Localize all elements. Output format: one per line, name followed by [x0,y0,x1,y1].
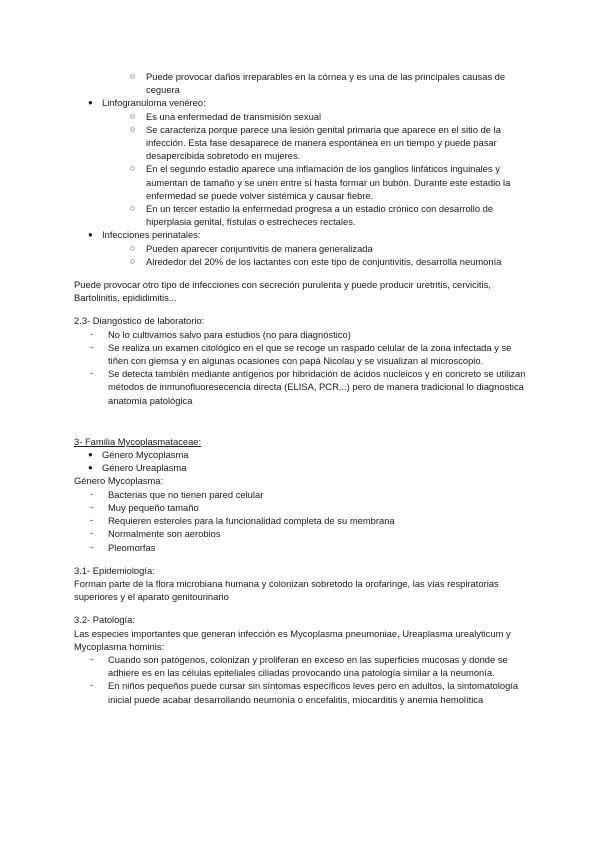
list-item-label: Infecciones perinatales: [102,229,201,241]
list-item: ○ En el segundo estadio aparece una inflamación de los ganglios linfáticos inguinales y aumentan de tamaño y se unen entre sí hasta formar un bubón. Durante este estadio la enfermedad se puede volver sistémica y causar fiebre. [130,163,511,201]
dash-bullet-icon: - [90,328,93,339]
patologia-intro: Las especies importantes que generan infección es Mycoplasma pneumoniae, Ureaplasma urealyticum y Mycoplasma hominis: [74,627,511,652]
bullet-icon: ● [88,463,93,473]
circle-bullet-icon: ○ [130,71,136,81]
list-item: ○ Pueden aparecer conjuntivitis de manera generalizada [130,242,373,254]
epidemiologia-text: Forman parte de la flora microbiana humana y colonizan sobretodo la orofaringe, las vías respiratorias superiores y el aparato genitourinario [74,577,499,603]
dash-bullet-icon: - [90,368,93,379]
list-item: - Pleomorfas [90,541,156,553]
list-item: - Requieren esteroles para la funcionalidad completa de su membrana [90,515,395,527]
circle-bullet-icon: ○ [130,203,136,214]
list-item: ● Género Mycoplasma [88,449,189,461]
genera-list [74,448,530,474]
genero-list [74,488,530,554]
list-item: - Bacterias que no tienen pared celular [90,488,264,500]
disease-list [74,228,530,241]
circle-bullet-icon: ○ [130,110,136,121]
section-heading-patologia: 3.2- Patología: [74,614,135,626]
circle-bullet-icon: ○ [130,163,136,174]
circle-bullet-icon: ○ [130,242,136,253]
dash-bullet-icon: - [90,488,93,499]
list-item: - Cuando son patógenos, colonizan y proliferan en exceso en las superficies mucosas y donde se adhiere es en las células epiteliales ciliadas provocando una patología similar a la neumonía. [90,653,508,679]
list-item-perinatales [74,228,530,241]
circle-bullet-icon: ○ [130,123,136,134]
bullet-icon: ● [88,98,93,108]
linfogranuloma-sublist [74,110,530,229]
list-item: - Se realiza un examen citológico en el que se recoge un raspado celular de la zona infectada y se tiñen con giemsa y en algunas ocasiones con papá Nicolau y se visualizan al microscopio. [90,341,512,367]
list-item: ○ Es una enfermedad de transmisión sexual [130,110,322,122]
bullet-icon: ● [88,450,93,460]
disease-list [74,96,530,109]
list-item: ○ Alrededor del 20% de los lactantes con este tipo de conjuntivitis, desarrolla neumonía [130,255,502,267]
dash-bullet-icon: - [90,653,93,664]
section-heading-familia: 3- Familia Mycoplasmataceae: [74,435,202,447]
list-item: - En niños pequeños puede cursar sin síntomas específicos leves pero en adultos, la sintomatología inicial puede acabar desarrollando neumonía o encefalitis, miocarditis y anemia hemolítica [90,680,519,705]
section-heading-diagnostico: 2.3- Diangóstico de laboratorio: [74,315,205,327]
bullet-icon: ● [88,230,93,240]
list-item-label: Linfogranuloma venéreo: [102,97,206,109]
dash-bullet-icon: - [90,528,93,539]
dash-bullet-icon: - [90,541,93,552]
list-item: - Se detecta también mediante antígenos por hibridación de ácidos nucleicos y en concreto se utilizan métodos de inmunofluoresecencia directa (ELISA, PCR...) pero de manera tradicional lo diagnostica anatomía patológica [90,368,526,406]
list-item-linfogranuloma [74,96,530,109]
list-item: ○ Se caracteriza porque parece una lesión genital primaria que aparece en el sitio de la infección. Esta fase desaparece de manera espontánea en un tiempo y puede pasar desapercibida sobretodo en mujeres. [130,123,501,162]
dash-bullet-icon: - [90,680,93,691]
list-item: ● Género Ureaplasma [88,462,187,474]
list-item: - Muy pequeño tamaño [90,501,199,513]
purulent-paragraph: Puede provocar otro tipo de infecciones con secreción purulenta y puede producir uretritis, cervicitis, Bartolinitis, epididimitis... [74,279,491,304]
list-item: ○ Puede provocar daños irreparables en la córnea y es una de las principales causas de ceguera [130,71,506,96]
list-item: - Normalmente son aerobios [90,528,221,540]
dash-bullet-icon: - [90,341,93,352]
list-item: ○ En un tercer estadio la enfermedad progresa a un estadio crónico con desarrollo de hiperplasia genital, fístulas o estrecheces rectales. [130,203,494,228]
list-item: - No lo cultivamos salvo para estudios (no para diagnóstico) [90,328,351,340]
intro-sublist [74,70,530,96]
dash-bullet-icon: - [90,501,93,512]
dash-bullet-icon: - [90,515,93,526]
section-heading-genero: Género Mycoplasma: [74,475,164,487]
section-heading-epidemiologia: 3.1- Epidemiología: [74,564,155,576]
circle-bullet-icon: ○ [130,255,136,266]
diagnostico-list [74,328,530,407]
perinatales-sublist [74,242,530,268]
patologia-list [74,653,530,706]
